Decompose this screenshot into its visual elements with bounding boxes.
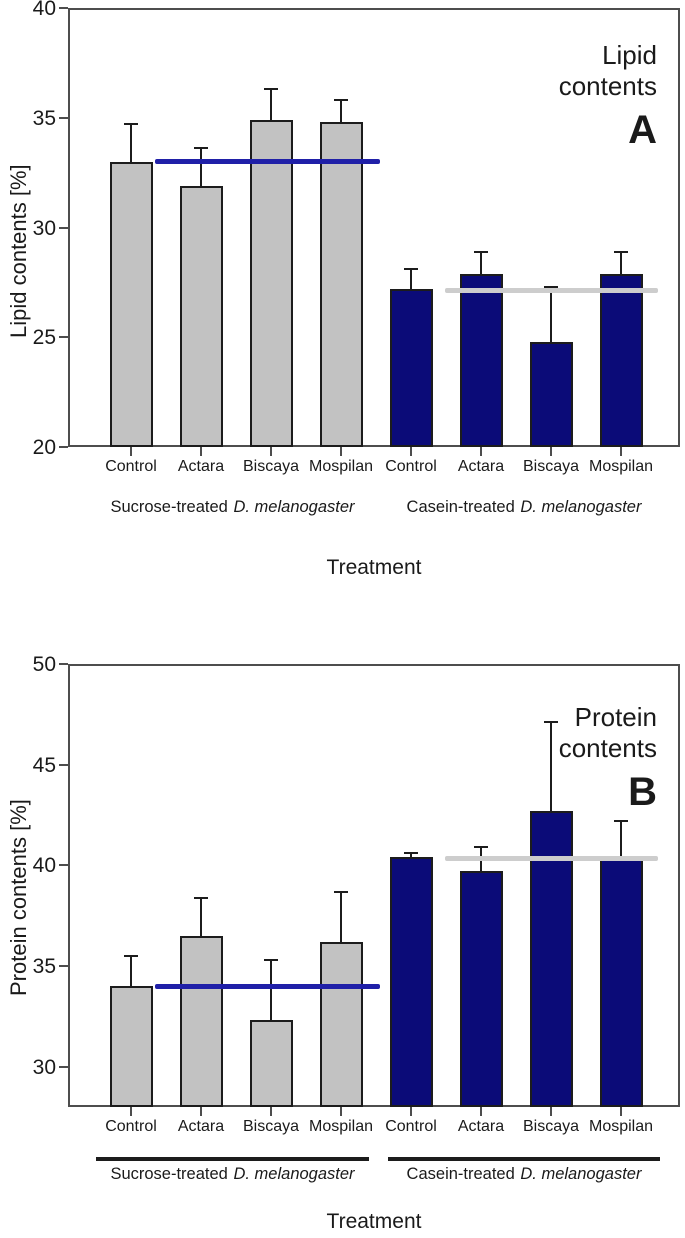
bar-sucrose-actara: [180, 186, 223, 447]
x-axis-title: Treatment: [326, 1210, 422, 1233]
reference-line-sucrose-mean: [155, 159, 380, 164]
y-axis-tick-label: 25: [32, 326, 56, 350]
category-label: Biscaya: [242, 458, 300, 475]
x-axis-tick: [130, 447, 132, 456]
x-axis-title: Treatment: [326, 556, 422, 579]
bar-casein-biscaya: [530, 342, 573, 447]
panel-letter: B: [628, 770, 657, 814]
y-axis-tick: [59, 336, 68, 338]
group-label-casein: [388, 1165, 660, 1184]
error-bar-line: [270, 960, 272, 1020]
x-axis-tick: [620, 1107, 622, 1116]
error-bar-cap: [474, 251, 488, 253]
bar-casein-mospilan: [600, 859, 643, 1107]
y-axis-tick: [59, 227, 68, 229]
category-label: Control: [105, 458, 157, 475]
y-axis-tick: [59, 7, 68, 9]
error-bar-cap: [194, 147, 208, 149]
error-bar-line: [270, 89, 272, 120]
category-label: Biscaya: [522, 1118, 580, 1135]
chart-title-block: [437, 702, 657, 812]
chart-title-block: [437, 40, 657, 150]
y-axis-tick-label: 45: [32, 753, 56, 777]
group-label-prefix: Sucrose-treated: [110, 498, 228, 516]
category-label: Control: [385, 1118, 437, 1135]
group-label-sucrose: [96, 498, 369, 517]
error-bar-cap: [124, 123, 138, 125]
error-bar-line: [130, 124, 132, 161]
group-underline-rule: [96, 1157, 369, 1161]
y-axis-tick-label: 40: [32, 854, 56, 878]
error-bar-line: [340, 100, 342, 122]
bar-casein-control: [390, 857, 433, 1107]
species-name-italic: D. melanogaster: [520, 498, 642, 516]
y-axis-tick: [59, 446, 68, 448]
error-bar-cap: [334, 891, 348, 893]
group-label-prefix: Casein-treated: [406, 1165, 515, 1183]
y-axis-tick-label: 30: [32, 1055, 56, 1079]
y-axis-tick: [59, 1066, 68, 1068]
error-bar-cap: [404, 852, 418, 854]
y-axis-tick-label: 50: [32, 653, 56, 676]
x-axis-tick: [340, 447, 342, 456]
y-axis-tick: [59, 764, 68, 766]
chart-panel-b: [0, 640, 685, 1238]
category-label: Actara: [177, 1118, 225, 1135]
bar-sucrose-actara: [180, 936, 223, 1107]
chart-title-line-2: contents: [558, 71, 657, 101]
category-label: Mospilan: [308, 1118, 374, 1135]
error-bar-line: [620, 252, 622, 274]
category-label: Control: [385, 458, 437, 475]
y-axis-tick: [59, 965, 68, 967]
x-axis-tick: [550, 1107, 552, 1116]
error-bar-cap: [334, 99, 348, 101]
category-label: Biscaya: [242, 1118, 300, 1135]
group-underline-rule: [388, 1157, 660, 1161]
chart-title-line-2: contents: [558, 733, 657, 763]
chart-title-line-1: Protein: [574, 702, 657, 732]
error-bar-cap: [614, 251, 628, 253]
category-label: Mospilan: [588, 458, 654, 475]
species-name-italic: D. melanogaster: [233, 498, 355, 516]
error-bar-line: [480, 252, 482, 274]
group-label-sucrose: [96, 1165, 369, 1184]
category-label: Actara: [457, 458, 505, 475]
bar-sucrose-mospilan: [320, 122, 363, 447]
panel-letter: A: [628, 108, 657, 152]
error-bar-line: [620, 821, 622, 859]
bar-sucrose-control: [110, 986, 153, 1107]
chart-title-line-1: Lipid: [602, 40, 657, 70]
group-label-prefix: Casein-treated: [406, 498, 515, 516]
bar-casein-mospilan: [600, 274, 643, 447]
category-label: Mospilan: [588, 1118, 654, 1135]
bar-sucrose-biscaya: [250, 120, 293, 447]
bar-casein-actara: [460, 871, 503, 1107]
y-axis-tick-label: 40: [32, 0, 56, 20]
x-axis-tick: [200, 1107, 202, 1116]
x-axis-tick: [270, 447, 272, 456]
y-axis-title: Lipid contents [%]: [6, 163, 31, 338]
error-bar-line: [550, 287, 552, 342]
x-axis-tick: [480, 1107, 482, 1116]
error-bar-line: [130, 956, 132, 986]
bar-sucrose-control: [110, 162, 153, 447]
y-axis-tick-label: 35: [32, 955, 56, 979]
category-label: Actara: [177, 458, 225, 475]
reference-line-casein-mean: [445, 856, 658, 861]
error-bar-line: [200, 148, 202, 185]
error-bar-cap: [264, 959, 278, 961]
reference-line-sucrose-mean: [155, 984, 380, 989]
error-bar-line: [340, 892, 342, 942]
bar-casein-actara: [460, 274, 503, 447]
category-label: Control: [105, 1118, 157, 1135]
x-axis-tick: [340, 1107, 342, 1116]
bar-sucrose-mospilan: [320, 942, 363, 1107]
species-name-italic: D. melanogaster: [520, 1165, 642, 1183]
error-bar-line: [410, 269, 412, 289]
y-axis-tick: [59, 864, 68, 866]
group-label-casein: [388, 498, 660, 517]
error-bar-line: [200, 898, 202, 936]
group-label-prefix: Sucrose-treated: [110, 1165, 228, 1183]
error-bar-cap: [614, 820, 628, 822]
x-axis-tick: [130, 1107, 132, 1116]
y-axis-tick-label: 30: [32, 216, 56, 240]
x-axis-tick: [410, 1107, 412, 1116]
bar-sucrose-biscaya: [250, 1020, 293, 1107]
x-axis-tick: [200, 447, 202, 456]
y-axis-tick: [59, 117, 68, 119]
x-axis-tick: [270, 1107, 272, 1116]
x-axis-tick: [620, 447, 622, 456]
y-axis-title: Protein contents [%]: [6, 798, 31, 996]
category-label: Actara: [457, 1118, 505, 1135]
error-bar-cap: [474, 846, 488, 848]
y-axis-tick-label: 35: [32, 106, 56, 130]
species-name-italic: D. melanogaster: [233, 1165, 355, 1183]
category-label: Biscaya: [522, 458, 580, 475]
category-label: Mospilan: [308, 458, 374, 475]
y-axis-tick: [59, 663, 68, 665]
reference-line-casein-mean: [445, 288, 658, 293]
error-bar-cap: [264, 88, 278, 90]
error-bar-cap: [404, 268, 418, 270]
error-bar-cap: [194, 897, 208, 899]
x-axis-tick: [550, 447, 552, 456]
bar-casein-control: [390, 289, 433, 447]
x-axis-tick: [410, 447, 412, 456]
x-axis-tick: [480, 447, 482, 456]
error-bar-cap: [124, 955, 138, 957]
y-axis-tick-label: 20: [32, 436, 56, 459]
